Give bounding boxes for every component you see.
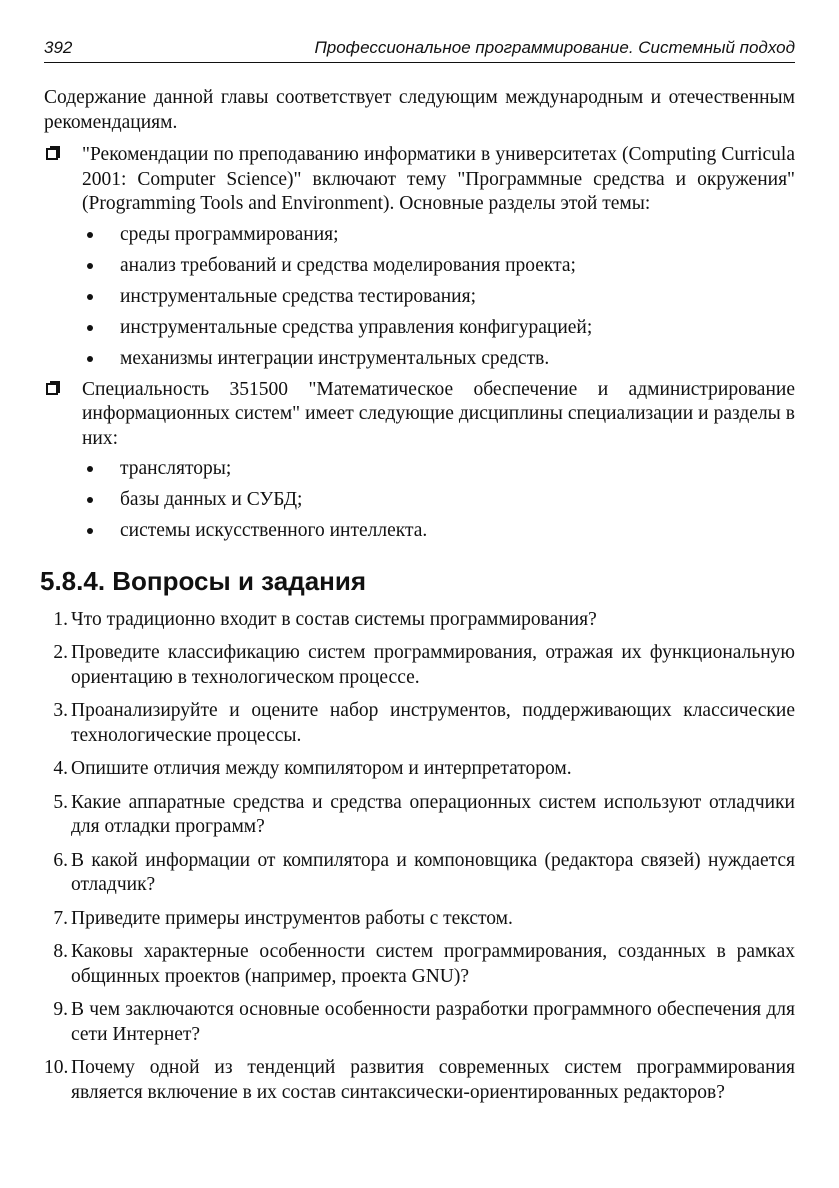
bullet-icon <box>87 497 93 503</box>
checkbox-bullet-icon <box>46 383 58 395</box>
question-text: Каковы характерные особенности систем программирования, созданных в рамках общинных проектов (например, проекта GNU)? <box>71 941 795 987</box>
list-item-text: анализ требований и средства моделирования проекта; <box>120 254 576 276</box>
bullet-icon <box>87 528 93 534</box>
question-number: 3. <box>53 700 68 721</box>
bullet-icon <box>87 466 93 472</box>
question-text: В какой информации от компилятора и компоновщика (редактора связей) нуждается отладчик? <box>71 849 795 895</box>
topic-list <box>82 457 795 544</box>
bullet-icon <box>87 294 93 300</box>
list-item <box>82 519 795 544</box>
question-text: Что традиционно входит в состав системы программирования? <box>71 608 597 630</box>
list-item <box>82 316 795 341</box>
question-number: 4. <box>53 758 68 779</box>
page-number: 392 <box>44 38 73 57</box>
book-title: Профессиональное программирование. Системный подход <box>314 38 795 57</box>
bullet-icon <box>87 232 93 238</box>
recommendation-text: Специальность 351500 "Математическое обеспечение и администрирование информационных систем" имеет следующие дисциплины специализации и разделы в них: <box>82 378 795 449</box>
checkbox-bullet-icon <box>46 148 58 160</box>
list-item-text: механизмы интеграции инструментальных средств. <box>120 347 550 369</box>
question-item <box>44 998 795 1047</box>
question-text: Какие аппаратные средства и средства операционных систем используют отладчики для отладки программ? <box>71 791 795 837</box>
question-text: Почему одной из тенденций развития современных систем программирования является включение в их состав синтаксически-ориентированных редакторов? <box>71 1057 795 1103</box>
question-item <box>44 849 795 898</box>
list-item <box>82 488 795 513</box>
section-heading: 5.8.4. Вопросы и задания <box>40 565 367 596</box>
question-text: В чем заключаются основные особенности разработки программного обеспечения для сети Интернет? <box>71 999 795 1045</box>
question-number: 8. <box>53 941 68 962</box>
question-number: 9. <box>53 999 68 1020</box>
list-item <box>82 347 795 372</box>
list-item-text: среды программирования; <box>120 223 339 245</box>
question-item <box>44 940 795 989</box>
question-item <box>44 1056 795 1105</box>
list-item <box>82 285 795 310</box>
question-number: 7. <box>53 907 68 929</box>
question-item <box>44 699 795 748</box>
recommendation-item <box>44 143 795 371</box>
question-text: Проведите классификацию систем программирования, отражая их функциональную ориентацию в технологическом процессе. <box>71 642 795 688</box>
questions-list <box>44 608 795 1106</box>
bullet-icon <box>87 325 93 331</box>
list-item-text: инструментальные средства тестирования; <box>120 285 476 307</box>
question-item <box>44 641 795 690</box>
question-item <box>44 791 795 840</box>
question-number: 6. <box>53 849 68 871</box>
recommendation-item <box>44 378 795 544</box>
question-text: Проанализируйте и оцените набор инструментов, поддерживающих классические технологические процессы. <box>71 700 795 746</box>
list-item-text: инструментальные средства управления конфигурацией; <box>120 316 593 338</box>
question-item <box>44 907 795 932</box>
list-item <box>82 223 795 248</box>
question-number: 5. <box>53 791 68 813</box>
list-item <box>82 254 795 279</box>
list-item-text: базы данных и СУБД; <box>120 489 303 510</box>
question-item <box>44 608 795 633</box>
bullet-icon <box>87 356 93 362</box>
intro-paragraph: Содержание данной главы соответствует следующим международным и отечественным рекомендациям. <box>44 87 795 133</box>
question-item <box>44 757 795 782</box>
question-text: Опишите отличия между компилятором и интерпретатором. <box>71 758 572 779</box>
recommendation-text: "Рекомендации по преподаванию информатики в университетах (Computing Curricula 2001: Computer Science)" включают тему "Программные средства и окружения" (Programming Tools and Environment). Основные разделы этой темы: <box>82 144 795 214</box>
page-body <box>40 86 795 1114</box>
topic-list <box>82 223 795 372</box>
bullet-icon <box>87 263 93 269</box>
list-item-text: системы искусственного интеллекта. <box>120 520 428 541</box>
question-text: Приведите примеры инструментов работы с текстом. <box>71 907 513 929</box>
question-number: 10. <box>44 1057 69 1078</box>
list-item <box>82 457 795 482</box>
running-head <box>44 34 795 63</box>
question-number: 1. <box>53 608 68 630</box>
question-number: 2. <box>53 642 68 663</box>
list-item-text: трансляторы; <box>120 458 232 479</box>
